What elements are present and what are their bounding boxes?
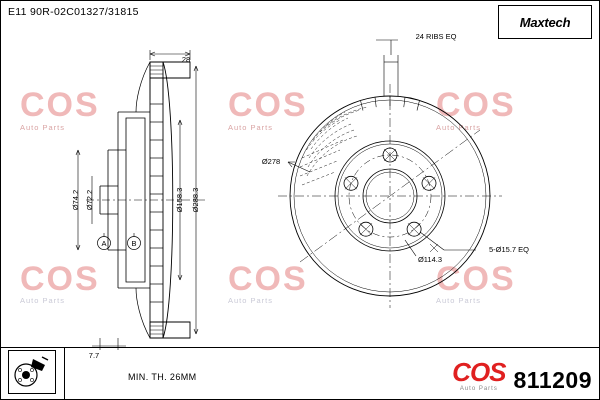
dim-left-2-label: Ø72.2	[85, 189, 94, 211]
footer-brand-sub: Auto Parts	[459, 386, 498, 392]
dim-top-label: 28	[181, 55, 191, 64]
watermark-subtext: Auto Parts	[436, 296, 482, 305]
ribs-note-label: 24 RIBS EQ	[415, 32, 457, 41]
watermark-subtext: Auto Parts	[228, 123, 274, 132]
datum-a-label: A	[101, 239, 107, 248]
dim-right-2-label: Ø288.3	[191, 187, 200, 213]
footer-brand-mark: COS	[452, 357, 506, 387]
hole-note-label: 5-Ø15.7 EQ	[488, 245, 530, 254]
dim-left-1-label: Ø74.2	[71, 189, 80, 211]
watermark-subtext: Auto Parts	[20, 296, 66, 305]
part-number: 811209	[513, 367, 592, 394]
footer-divider	[0, 347, 600, 348]
watermark-text: COS	[436, 260, 516, 298]
footer-brand-and-partno	[452, 357, 592, 394]
min-thickness-label: MIN. TH. 26MM	[128, 372, 197, 382]
footer-divider-vertical	[64, 348, 65, 400]
watermark-text: COS	[228, 86, 308, 124]
datum-b-label: B	[131, 239, 137, 248]
dim-right-1-label: Ø158.3	[175, 187, 184, 213]
watermark-subtext: Auto Parts	[436, 123, 482, 132]
dim-bottom-label: 7.7	[88, 351, 100, 360]
watermark-text: COS	[436, 86, 516, 124]
brand-name: Maxtech	[519, 14, 571, 30]
watermark-subtext: Auto Parts	[20, 123, 66, 132]
watermark-text: COS	[20, 86, 100, 124]
watermark-text: COS	[20, 260, 100, 298]
pcd-note-label: Ø114.3	[417, 255, 443, 264]
footer-brand	[452, 357, 506, 392]
pcd-dim-label: Ø278	[261, 157, 281, 166]
watermark-subtext: Auto Parts	[228, 296, 274, 305]
brake-disc-icon	[8, 350, 56, 394]
watermark-text: COS	[228, 260, 308, 298]
approval-code: E11 90R-02C01327/31815	[8, 6, 139, 18]
